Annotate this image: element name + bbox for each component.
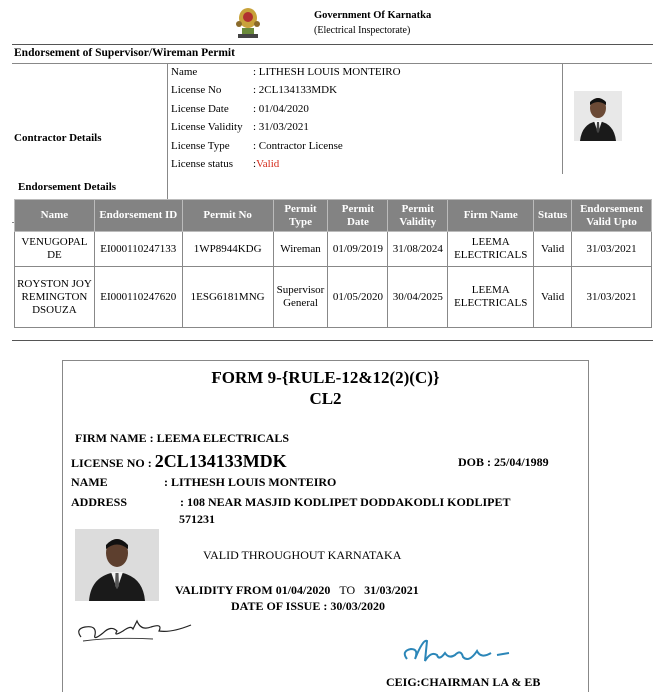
address-line	[71, 495, 510, 510]
license-card	[62, 360, 589, 692]
table-cell: LEEMA ELECTRICALS	[448, 267, 534, 328]
table-cell: EI000110247620	[94, 267, 182, 328]
form-title	[63, 367, 588, 409]
table-cell: 31/08/2024	[388, 232, 448, 267]
valid-area-text: VALID THROUGHOUT KARNATAKA	[203, 548, 402, 562]
license-status-badge: Valid	[256, 157, 280, 170]
form-class: CL2	[309, 389, 342, 408]
field-row	[171, 140, 401, 158]
column-header: Permit Type	[273, 200, 328, 232]
field-key: License Validity	[171, 121, 243, 134]
field-value: :	[253, 157, 257, 170]
table-cell: LEEMA ELECTRICALS	[448, 232, 534, 267]
permit-section	[12, 44, 653, 341]
field-row	[171, 84, 401, 102]
table-cell: ROYSTON JOY REMINGTON DSOUZA	[15, 267, 95, 328]
form-rule: FORM 9-{RULE-12&12(2)(C)}	[211, 368, 440, 387]
field-row	[171, 121, 401, 139]
table-cell: Valid	[534, 267, 572, 328]
table-cell: 01/09/2019	[328, 232, 388, 267]
table-row	[15, 267, 652, 328]
license-number: 2CL134133MDK	[154, 451, 287, 471]
dob-label: DOB :	[458, 455, 491, 469]
field-value: : 01/04/2020	[253, 102, 309, 115]
table-cell: Supervisor General	[273, 267, 328, 328]
name-line	[71, 475, 336, 490]
government-subtitle: (Electrical Inspectorate)	[314, 25, 411, 36]
field-key: License Date	[171, 102, 229, 115]
table-cell: 1WP8944KDG	[182, 232, 273, 267]
column-header: Endorsement ID	[94, 200, 182, 232]
validity-from: 01/04/2020	[275, 583, 331, 597]
table-cell: 01/05/2020	[328, 267, 388, 328]
table-header-row	[15, 200, 652, 232]
license-photo	[75, 529, 159, 601]
header	[0, 0, 656, 44]
table-row	[15, 232, 652, 267]
license-label: LICENSE NO :	[71, 456, 152, 470]
field-value: : Contractor License	[253, 139, 343, 152]
permit-title: Endorsement of Supervisor/Wireman Permit	[14, 47, 235, 59]
validity-to-label: TO	[339, 583, 356, 597]
firm-name-line	[75, 431, 289, 446]
field-row	[171, 66, 401, 84]
firm-value: LEEMA ELECTRICALS	[156, 431, 290, 445]
validity-from-label: VALIDITY FROM	[175, 583, 273, 597]
column-header: Name	[15, 200, 95, 232]
signatory-title: CEIG:CHAIRMAN LA & EB	[386, 675, 541, 689]
government-title: Government Of Karnatka	[314, 10, 432, 21]
column-header: Firm Name	[448, 200, 534, 232]
table-cell: 31/03/2021	[572, 267, 652, 328]
column-header: Permit No	[182, 200, 273, 232]
dob-line	[458, 455, 549, 470]
table-cell: Wireman	[273, 232, 328, 267]
table-cell: 1ESG6181MNG	[182, 267, 273, 328]
address-label: ADDRESS	[71, 495, 128, 509]
column-header: Status	[534, 200, 572, 232]
issue-date: 30/03/2020	[330, 599, 386, 613]
table-cell: VENUGOPAL DE	[15, 232, 95, 267]
issue-label: DATE OF ISSUE :	[231, 599, 328, 613]
endorsement-title: Endorsement Details	[18, 181, 117, 193]
contractor-fields	[171, 66, 401, 176]
state-emblem-icon	[233, 4, 263, 40]
validity-line	[175, 583, 419, 598]
name-label: NAME	[71, 475, 108, 489]
dob-value: 25/04/1989	[494, 455, 549, 469]
field-value: : 31/03/2021	[253, 121, 309, 134]
license-line	[71, 451, 287, 472]
table-cell: EI000110247133	[94, 232, 182, 267]
address-pin: 571231	[179, 512, 215, 526]
contractor-label: Contractor Details	[14, 132, 102, 144]
table-cell: 31/03/2021	[572, 232, 652, 267]
endorsement-table	[14, 199, 652, 328]
issue-line	[231, 599, 385, 614]
field-value: : LITHESH LOUIS MONTEIRO	[253, 66, 401, 78]
field-row	[171, 158, 401, 176]
contractor-photo	[574, 91, 622, 141]
field-key: Name	[171, 66, 198, 78]
field-key: License Type	[171, 139, 230, 152]
table-cell: Valid	[534, 232, 572, 267]
field-value: : 2CL134133MDK	[253, 84, 338, 97]
name-value: : LITHESH LOUIS MONTEIRO	[164, 475, 337, 489]
firm-label: FIRM NAME :	[75, 431, 154, 445]
officer-signature	[397, 635, 527, 669]
column-header: Permit Validity	[388, 200, 448, 232]
holder-signature	[73, 607, 198, 647]
address-line-1: : 108 NEAR MASJID KODLIPET DODDAKODLI KODLIPET	[180, 495, 511, 509]
field-key: License No	[171, 84, 222, 97]
validity-to: 31/03/2021	[364, 583, 419, 597]
photo-cell	[562, 64, 653, 174]
field-key: License status	[171, 157, 234, 170]
column-header: Permit Date	[328, 200, 388, 232]
table-cell: 30/04/2025	[388, 267, 448, 328]
field-row	[171, 103, 401, 121]
column-header: Endorsement Valid Upto	[572, 200, 652, 232]
